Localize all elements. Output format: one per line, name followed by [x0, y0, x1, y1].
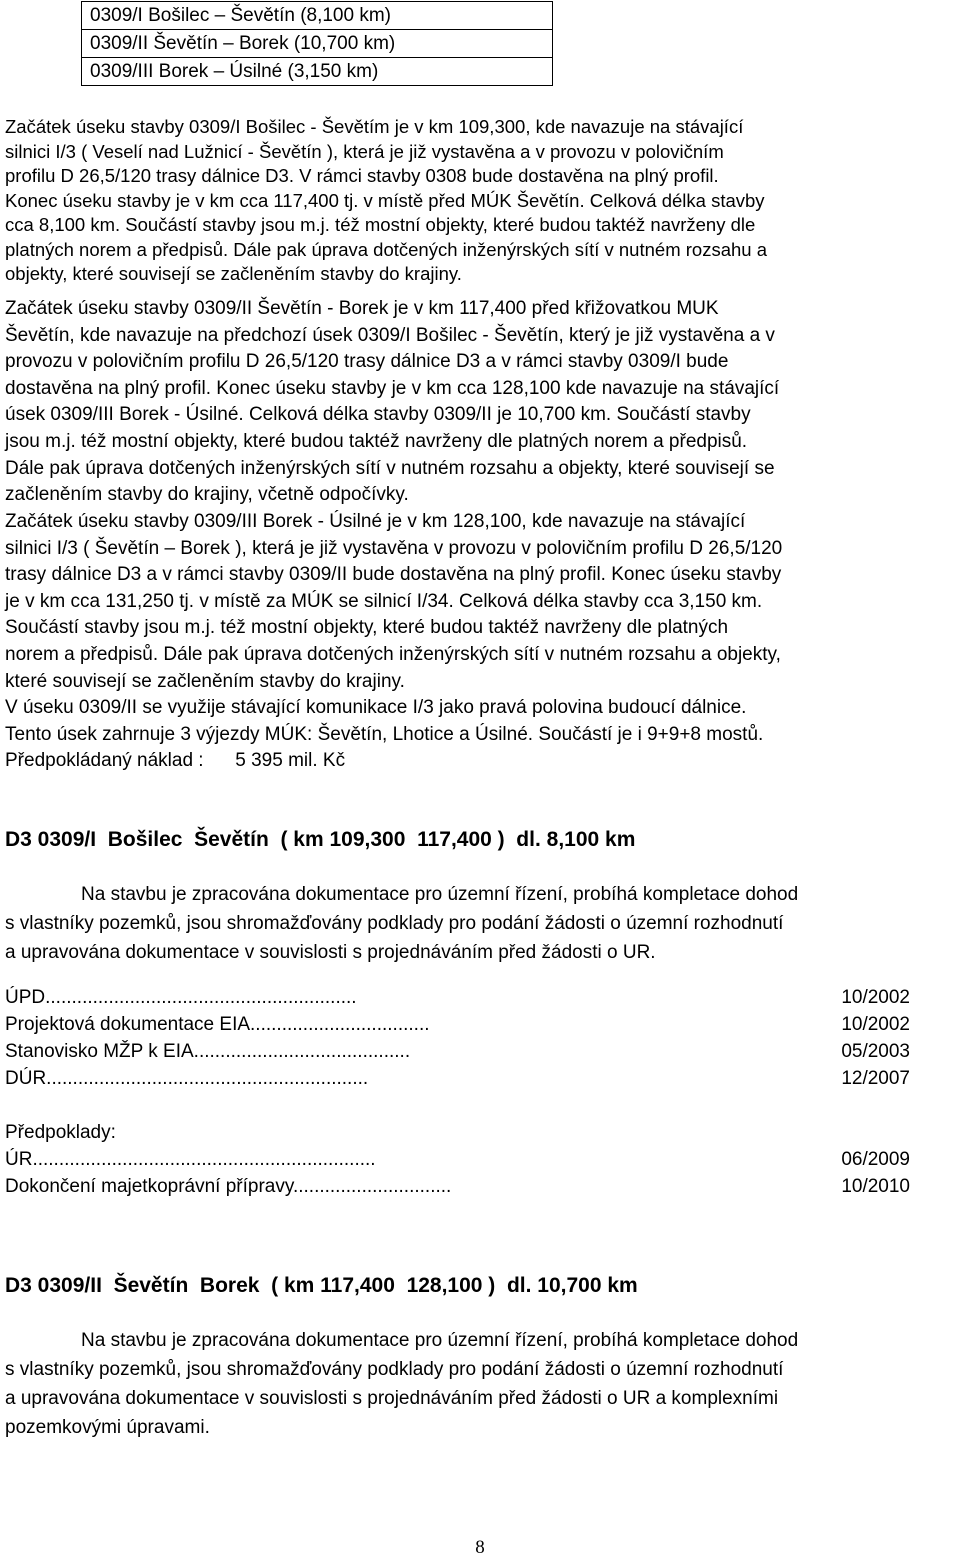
text-line: které souvisejí se začleněním stavby do krajiny.	[5, 670, 405, 692]
milestone-label: Dokončení majetkoprávní přípravy..............................	[5, 1176, 452, 1197]
text-line: cca 8,100 km. Součástí stavby jsou m.j. též mostní objekty, které budou taktéž navrženy dle	[5, 214, 756, 235]
milestone-row	[5, 1038, 910, 1065]
milestones-list	[5, 984, 910, 1092]
cost-line: Předpokládaný náklad : 5 395 mil. Kč	[5, 750, 346, 772]
text-line: Dále pak úprava dotčených inženýrských sítí v nutném rozsahu a objekty, které souvisejí se	[5, 457, 775, 479]
text-line: pozemkovými úpravami.	[5, 1417, 210, 1438]
milestone-date: 10/2010	[841, 1176, 910, 1197]
text-line: norem a předpisů. Dále pak úprava dotčených inženýrských sítí v nutném rozsahu a objekty,	[5, 643, 781, 665]
milestone-date: 05/2003	[841, 1041, 910, 1062]
intro-paragraph-2	[5, 296, 955, 509]
text-line: silnici I/3 ( Ševětín – Borek ), která je již vystavěna v provozu v polovičním profilu D 26,5/120	[5, 537, 783, 559]
text-line: Začátek úseku stavby 0309/II Ševětín - Borek je v km 117,400 před křižovatkou MUK	[5, 298, 719, 319]
text-line: úsek 0309/III Borek - Úsilné. Celková délka stavby 0309/II je 10,700 km. Součástí stavby	[5, 404, 751, 426]
section2-text	[5, 1326, 955, 1442]
milestone-label: ÚPD...........................................................	[5, 987, 357, 1008]
milestone-date: 06/2009	[841, 1149, 910, 1170]
section1-text	[5, 880, 955, 967]
text-line: silnici I/3 ( Veselí nad Lužnicí - Ševětín ), která je již vystavěna a v provozu v polovičním	[5, 140, 724, 162]
intro-paragraph-1	[5, 115, 955, 287]
text-line: objekty, které souvisejí se začleněním stavby do krajiny.	[5, 263, 462, 284]
text-line: a upravována dokumentace v souvislosti s projednáváním před žádosti o UR a komplexními	[5, 1388, 779, 1409]
text-line: provozu v polovičním profilu D 26,5/120 trasy dálnice D3 a v rámci stavby 0309/I bude	[5, 351, 729, 373]
milestone-row	[5, 1173, 910, 1200]
milestone-date: 12/2007	[841, 1068, 910, 1089]
milestone-row	[5, 1011, 910, 1038]
text-line: Na stavbu je zpracována dokumentace pro územní řízení, probíhá kompletace dohod	[81, 884, 799, 905]
text-line: s vlastníky pozemků, jsou shromažďovány podklady pro podání žádosti o územní rozhodnutí	[5, 913, 784, 934]
text-line: Začátek úseku stavby 0309/III Borek - Úsilné je v km 128,100, kde navazuje na stávající	[5, 511, 746, 532]
milestone-date: 10/2002	[841, 1014, 910, 1035]
text-line: Ševětín, kde navazuje na předchozí úsek 0309/I Bošilec - Ševětín, který je již vystavěna a v	[5, 324, 775, 346]
text-line: Začátek úseku stavby 0309/I Bošilec - Ševětím je v km 109,300, kde navazuje na stávající	[5, 116, 744, 137]
section-heading-0309-I: D3 0309/I Bošilec Ševětín ( km 109,300 117,400 ) dl. 8,100 km	[5, 828, 636, 851]
intro-paragraph-3	[5, 509, 955, 695]
text-line: s vlastníky pozemků, jsou shromažďovány podklady pro podání žádosti o územní rozhodnutí	[5, 1359, 784, 1380]
milestone-label: Stanovisko MŽP k EIA.........................................	[5, 1041, 411, 1062]
milestone-date: 10/2002	[841, 987, 910, 1008]
milestone-row	[5, 1146, 910, 1173]
segment-row: 0309/II Ševětín – Borek (10,700 km)	[82, 30, 552, 58]
text-line: začleněním stavby do krajiny, včetně odpočívky.	[5, 484, 409, 506]
text-line: Na stavbu je zpracována dokumentace pro územní řízení, probíhá kompletace dohod	[81, 1330, 799, 1351]
section-heading-0309-II: D3 0309/II Ševětín Borek ( km 117,400 128,100 ) dl. 10,700 km	[5, 1274, 638, 1297]
segments-table	[81, 1, 553, 86]
text-line: Tento úsek zahrnuje 3 výjezdy MÚK: Ševětín, Lhotice a Úsilné. Součástí je i 9+9+8 mostů.	[5, 723, 764, 745]
milestone-row	[5, 984, 910, 1011]
segment-row: 0309/III Borek – Úsilné (3,150 km)	[82, 58, 552, 86]
text-line: Konec úseku stavby je v km cca 117,400 tj. v místě před MÚK Ševětín. Celková délka stavby	[5, 189, 765, 211]
text-line: Součástí stavby jsou m.j. též mostní objekty, které budou taktéž navrženy dle platných	[5, 617, 729, 639]
predpoklady-heading: Předpoklady:	[5, 1122, 116, 1143]
milestone-row	[5, 1065, 910, 1092]
segment-row: 0309/I Bošilec – Ševětín (8,100 km)	[82, 2, 552, 30]
text-line: dostavěna na plný profil. Konec úseku stavby je v km cca 128,100 kde navazuje na stávající	[5, 377, 780, 399]
text-line: a upravována dokumentace v souvislosti s projednáváním před žádosti o UR.	[5, 942, 656, 963]
page-number: 8	[475, 1537, 485, 1558]
text-line: je v km cca 131,250 tj. v místě za MÚK se silnicí I/34. Celková délka stavby cca 3,150 km.	[5, 590, 763, 612]
text-line: V úseku 0309/II se využije stávající komunikace I/3 jako pravá polovina budoucí dálnice.	[5, 697, 747, 718]
milestone-label: ÚR.................................................................	[5, 1149, 376, 1170]
predpoklady-list	[5, 1119, 910, 1200]
text-line: trasy dálnice D3 a v rámci stavby 0309/II bude dostavěna na plný profil. Konec úseku stavby	[5, 564, 782, 586]
text-line: profilu D 26,5/120 trasy dálnice D3. V rámci stavby 0308 bude dostavěna na plný profil.	[5, 165, 719, 186]
text-line: jsou m.j. též mostní objekty, které budou taktéž navrženy dle platných norem a předpisů.	[5, 430, 748, 452]
milestone-label: Projektová dokumentace EIA..................................	[5, 1014, 430, 1035]
milestone-label: DÚR.............................................................	[5, 1068, 369, 1089]
intro-paragraph-4	[5, 695, 955, 775]
text-line: platných norem a předpisů. Dále pak úprava dotčených inženýrských sítí v nutném rozsahu a	[5, 238, 767, 260]
